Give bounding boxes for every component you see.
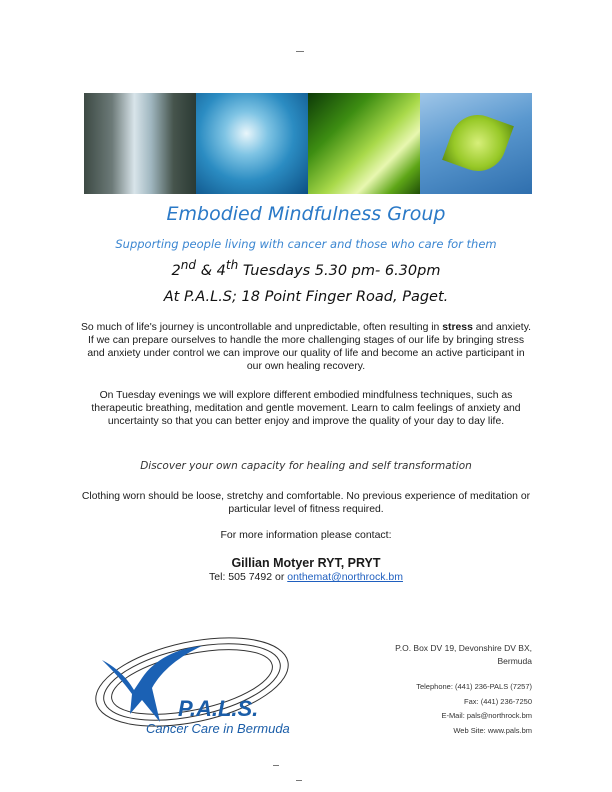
- contact-tel: Tel: 505 7492 or: [209, 571, 288, 583]
- website: Web Site: www.pals.bm: [453, 725, 532, 735]
- event-schedule: [0, 258, 612, 279]
- postal-address: [395, 642, 532, 668]
- address-line-1: P.O. Box DV 19, Devonshire DV BX,: [395, 643, 532, 653]
- logo-subtext: Cancer Care in Bermuda: [146, 721, 290, 736]
- clothing-paragraph: Clothing worn should be loose, stretchy and comfortable. No previous experience of meditation or particular level of fitness required.: [81, 491, 531, 515]
- intro-text-emphasis: stress: [442, 322, 473, 333]
- event-location: At P.A.L.S; 18 Point Finger Road, Paget.: [163, 289, 449, 305]
- contact-name: Gillian Motyer RYT, PRYT: [231, 556, 381, 570]
- intro-text-a: So much of life's journey is uncontrollable and unpredictable, often resulting in: [80, 322, 443, 333]
- leaf-shape: [442, 107, 514, 179]
- fax: Fax: (441) 236-7250: [464, 696, 532, 706]
- waterfall-image: [84, 93, 196, 194]
- water-bubbles-image: [196, 93, 308, 194]
- schedule-mid: & 4: [196, 262, 226, 279]
- org-email: E-Mail: pals@northrock.bm: [441, 711, 532, 720]
- sky-leaf-image: [420, 93, 532, 194]
- scan-mark: [273, 765, 279, 766]
- tuesday-paragraph: On Tuesday evenings we will explore different embodied mindfulness techniques, such as therapeutic breathing, meditation and gentle movement. Learn to calm feelings of anxiety and uncertainty so that you can better enjoy and improve the quality of your day to day life.: [91, 390, 521, 427]
- logo-text: P.A.L.S.: [178, 696, 259, 721]
- schedule-sup-1: nd: [180, 258, 197, 272]
- schedule-sup-2: th: [225, 258, 239, 272]
- contact-line: [0, 571, 612, 583]
- schedule-suffix: Tuesdays 5.30 pm- 6.30pm: [238, 262, 441, 279]
- scan-mark: [296, 780, 302, 781]
- telephone: Telephone: (441) 236-PALS (7257): [416, 682, 532, 691]
- intro-text-c: and anxiety. If we can prepare ourselves to handle the more challenging stages of our life by bringing stress and anxiety under control we can improve our quality of life and become an active participant in our own healing recovery.: [87, 322, 532, 372]
- schedule-prefix: 2: [171, 262, 181, 279]
- contact-email-link[interactable]: onthemat@northrock.bm: [287, 571, 403, 583]
- contact-details: [416, 680, 532, 738]
- tagline: Discover your own capacity for healing and self transformation: [140, 460, 472, 472]
- header-image-banner: [84, 93, 532, 194]
- address-line-2: Bermuda: [497, 656, 532, 666]
- event-title: Embodied Mindfulness Group: [166, 203, 446, 225]
- green-leaf-image: [308, 93, 420, 194]
- contact-intro: For more information please contact:: [220, 529, 392, 541]
- intro-paragraph: [80, 321, 532, 373]
- scan-mark: [296, 51, 304, 52]
- event-subtitle: Supporting people living with cancer and those who care for them: [115, 237, 497, 251]
